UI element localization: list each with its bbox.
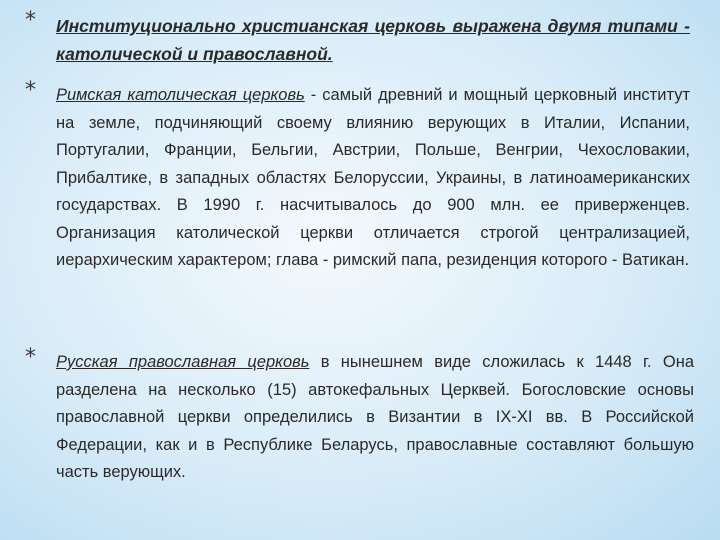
intro-word-4: выражена двумя типами - католической и православной. [56,16,690,64]
bullet-orthodox [25,345,695,487]
bullet-catholic-text [28,82,690,275]
intro-word-3: церковь [374,16,453,36]
bullet-catholic [25,78,691,275]
intro-word-1: Институционально [56,16,243,36]
intro-word-2: христианская [242,16,375,36]
bullet-intro [25,8,690,68]
bullet-star-icon: * [25,345,36,370]
bullet-star-icon: * [25,8,36,33]
catholic-lead: Римская католическая церковь [56,86,305,104]
catholic-body: - самый древний и мощный церковный институт на земле, подчиняющий своему влиянию верующих в Италии, Испании, Португалии, Франции, Бельгии, Австрии, Польше, Венгрии, Чехословакии, Прибалтике, в западных областях Белоруссии, Украины, в латиноамериканских государствах. В 1990 г. насчитывалось до 900 млн. ее приверженцев. Организация католической церкви отличается строгой централизацией, иерархическим характером; глава - римский папа, резиденция которого - Ватикан. [56,86,691,269]
bullet-star-icon: * [25,78,36,103]
orthodox-lead: Русская православная церковь [56,353,310,371]
bullet-intro-text [28,12,690,68]
orthodox-body: в нынешнем виде сложилась к 1448 г. Она разделена на несколько (15) автокефальных Церквей. Богословские основы православной церкви определились в Византии в IX-XI вв. В Российской Федерации, как и в Республике Беларусь, православные составляют большую часть верующих. [56,353,695,481]
bullet-orthodox-text [28,349,694,487]
